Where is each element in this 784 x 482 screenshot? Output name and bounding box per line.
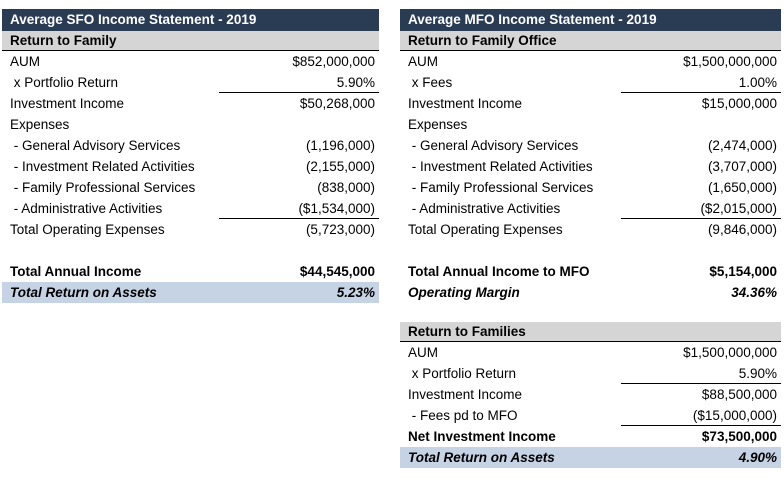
row-value: ($15,000,000) (621, 405, 781, 426)
table-row (400, 447, 781, 468)
table-row (2, 177, 379, 198)
table-row (400, 51, 781, 72)
table-row (2, 135, 379, 156)
table-row (400, 93, 781, 114)
row-value: $15,000,000 (701, 96, 777, 111)
table-row (2, 261, 379, 282)
row-label: Net Investment Income (408, 429, 556, 444)
row-label: x Fees (408, 75, 453, 90)
table-row (400, 405, 781, 426)
row-value: 1.00% (621, 72, 781, 93)
row-value: $1,500,000,000 (683, 54, 777, 69)
row-label: Operating Margin (408, 285, 520, 300)
row-label: - Investment Related Activities (408, 159, 593, 174)
section-header: Return to Family (2, 31, 379, 51)
row-label: AUM (408, 345, 438, 360)
table-row (400, 156, 781, 177)
row-label: Total Operating Expenses (10, 222, 165, 237)
row-label: - Family Professional Services (10, 180, 196, 195)
row-value: $73,500,000 (701, 429, 777, 444)
table-row (2, 93, 379, 114)
row-value: (838,000) (317, 180, 375, 195)
table-row (2, 219, 379, 240)
sfo-income-statement-table (2, 9, 379, 303)
table-row (400, 384, 781, 405)
row-value: (3,707,000) (707, 159, 777, 174)
row-label: - Family Professional Services (408, 180, 594, 195)
row-value: (2,155,000) (305, 159, 375, 174)
table-title: Average MFO Income Statement - 2019 (400, 9, 781, 31)
row-value: 5.23% (336, 285, 375, 300)
sections (2, 31, 379, 303)
table-row (2, 282, 379, 303)
row-value: $1,500,000,000 (683, 345, 777, 360)
row-value: 34.36% (731, 285, 777, 300)
row-value: ($2,015,000) (621, 198, 781, 219)
row-label: Investment Income (408, 387, 523, 402)
row-value: $852,000,000 (292, 54, 375, 69)
table-row (400, 282, 781, 303)
row-value: (9,846,000) (707, 222, 777, 237)
table-row (400, 261, 781, 282)
row-label: - General Advisory Services (408, 138, 579, 153)
row-value: ($1,534,000) (219, 198, 379, 219)
table-row (400, 177, 781, 198)
table-row (400, 426, 781, 447)
table-row (400, 114, 781, 135)
row-value: $50,268,000 (299, 96, 375, 111)
row-label: x Portfolio Return (10, 75, 119, 90)
table-section (400, 322, 781, 468)
row-label: Total Annual Income to MFO (408, 264, 590, 279)
table-title: Average SFO Income Statement - 2019 (2, 9, 379, 31)
row-value: 4.90% (738, 450, 777, 465)
table-row (400, 363, 781, 384)
row-label: Investment Income (10, 96, 125, 111)
table-row (2, 114, 379, 135)
spacer-row (400, 240, 781, 261)
row-label: - Investment Related Activities (10, 159, 195, 174)
row-value: $88,500,000 (701, 387, 777, 402)
row-value: $44,545,000 (299, 264, 375, 279)
row-value (621, 114, 781, 135)
row-label: AUM (10, 54, 40, 69)
row-value (219, 114, 379, 135)
table-row (2, 51, 379, 72)
table-row (2, 198, 379, 219)
section-header: Return to Families (400, 322, 781, 342)
section-header: Return to Family Office (400, 31, 781, 51)
row-label: - Administrative Activities (10, 201, 163, 216)
row-label: Total Operating Expenses (408, 222, 563, 237)
sections (400, 31, 781, 468)
row-label: Expenses (10, 117, 70, 132)
row-value: (5,723,000) (305, 222, 375, 237)
table-row (400, 135, 781, 156)
row-value: 5.90% (621, 363, 781, 384)
row-value: (1,196,000) (305, 138, 375, 153)
table-row (400, 219, 781, 240)
table-row (400, 198, 781, 219)
mfo-income-statement-table (400, 9, 781, 468)
table-section (400, 31, 781, 303)
row-label: Total Return on Assets (408, 450, 555, 465)
row-label: - Fees pd to MFO (408, 408, 518, 423)
table-row (400, 342, 781, 363)
row-label: Total Annual Income (10, 264, 142, 279)
row-label: - General Advisory Services (10, 138, 181, 153)
spacer-row (2, 240, 379, 261)
table-section (2, 31, 379, 303)
row-value: 5.90% (219, 72, 379, 93)
table-row (2, 156, 379, 177)
row-label: Investment Income (408, 96, 523, 111)
table-row (2, 72, 379, 93)
row-value: (2,474,000) (707, 138, 777, 153)
row-label: Expenses (408, 117, 468, 132)
row-label: x Portfolio Return (408, 366, 517, 381)
row-label: - Administrative Activities (408, 201, 561, 216)
row-label: Total Return on Assets (10, 285, 157, 300)
row-value: (1,650,000) (707, 180, 777, 195)
table-row (400, 72, 781, 93)
row-value: $5,154,000 (709, 264, 777, 279)
row-label: AUM (408, 54, 438, 69)
